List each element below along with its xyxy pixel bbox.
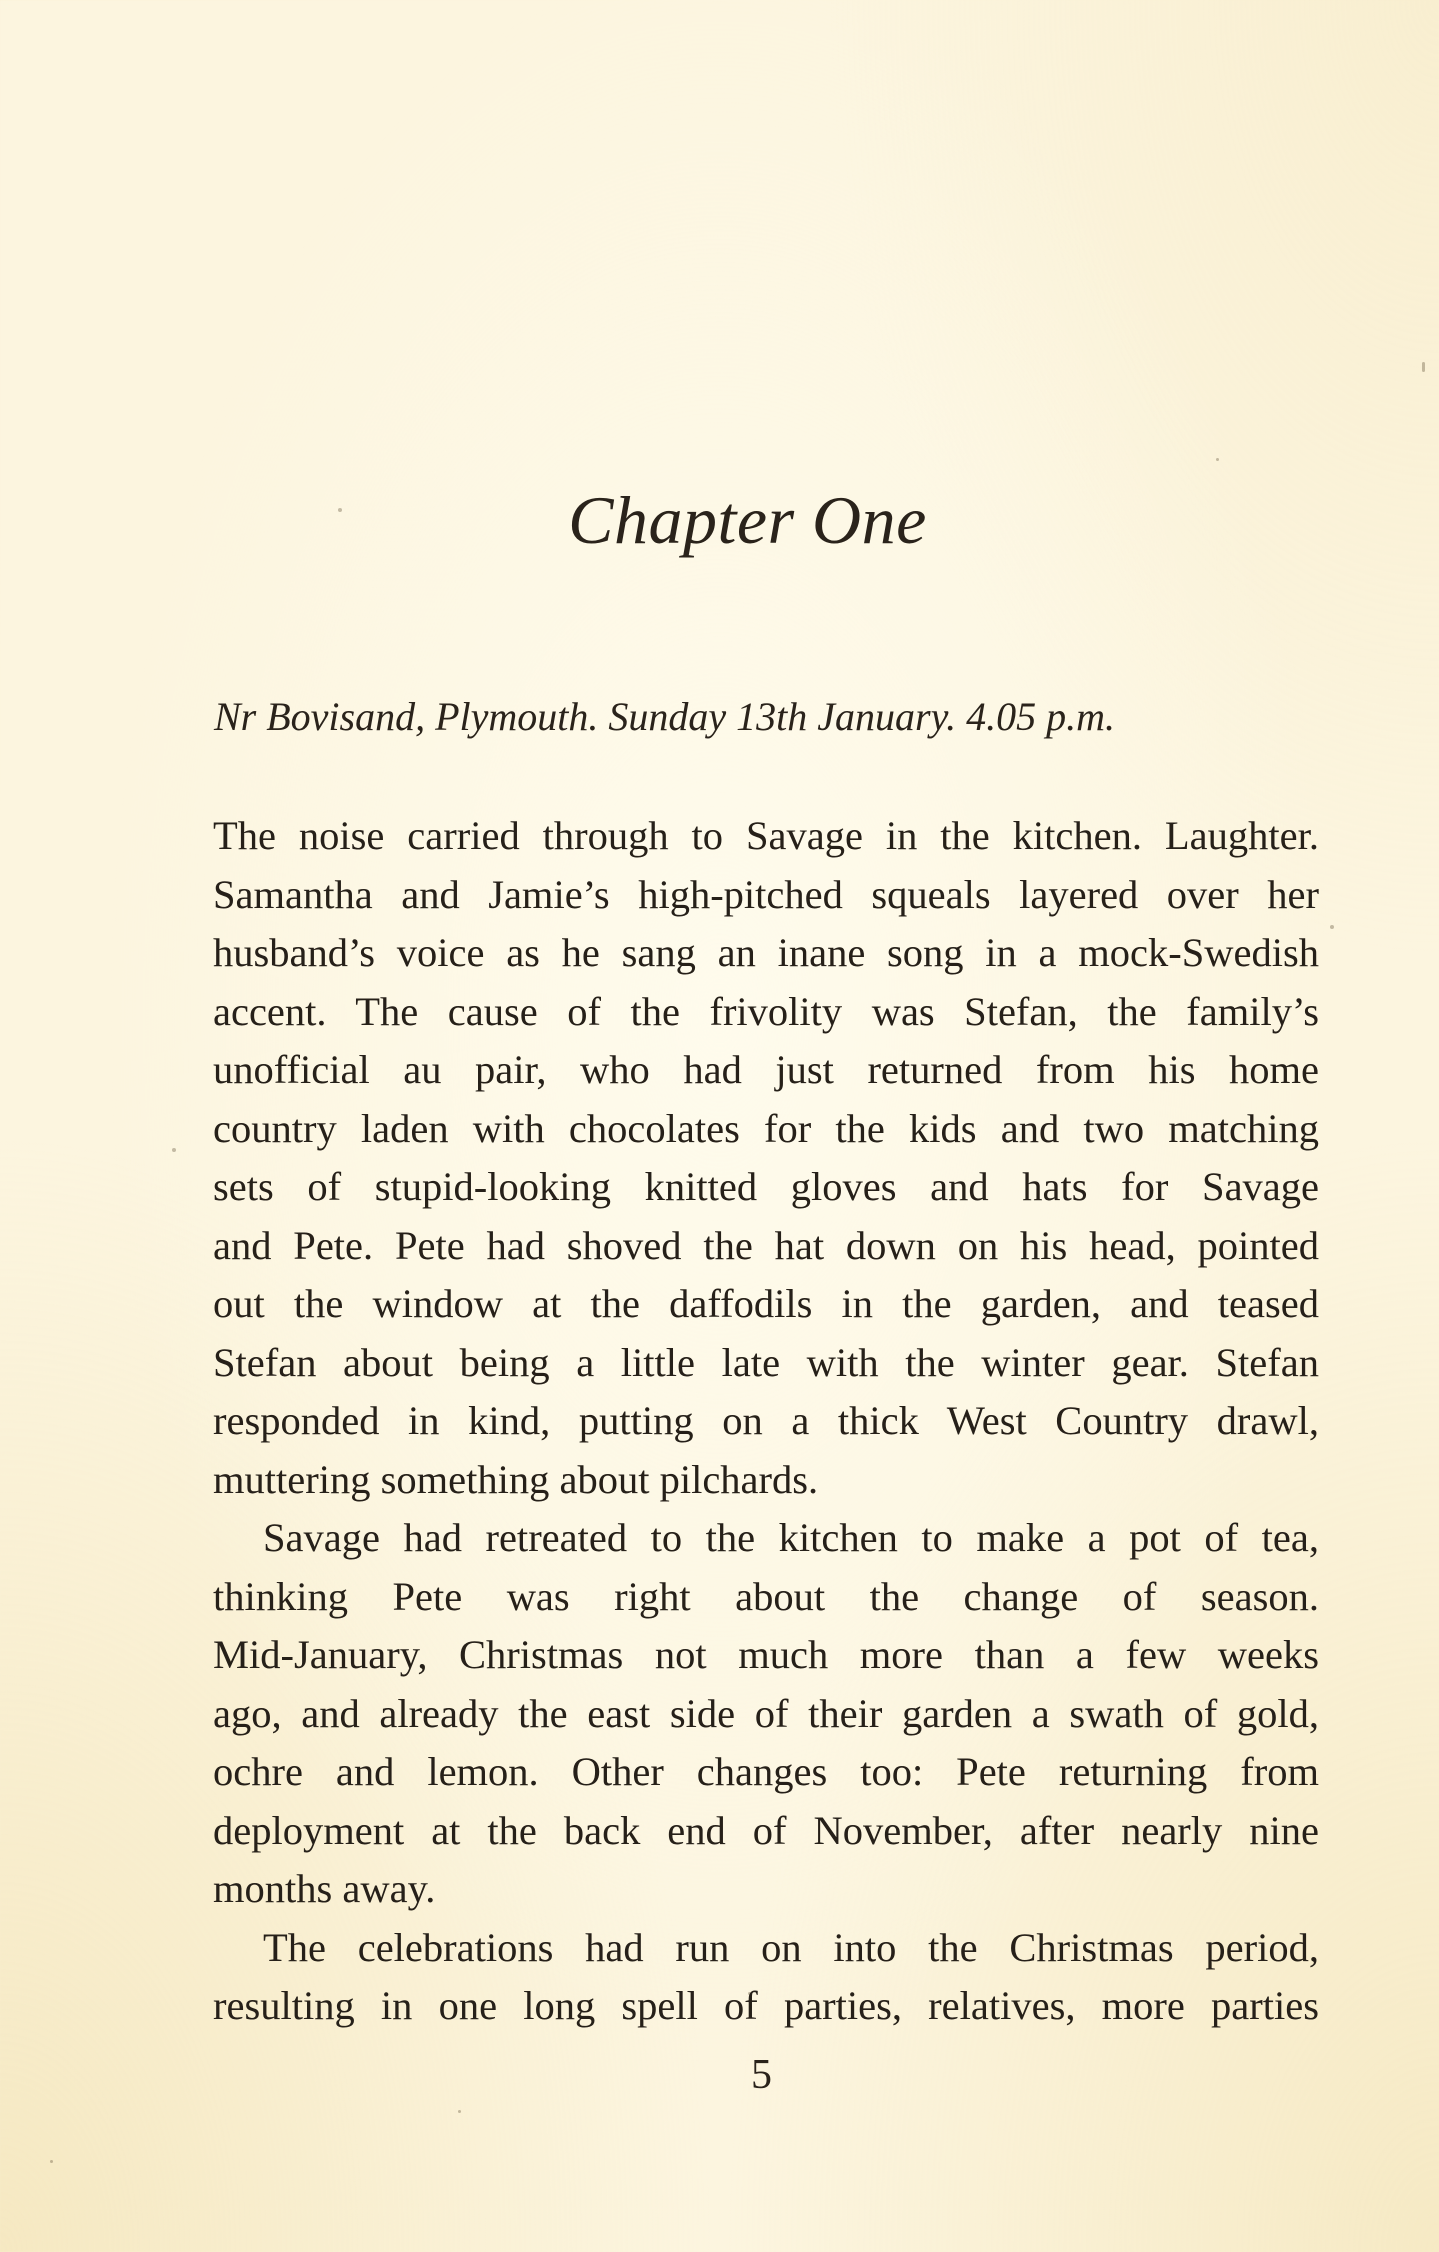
paragraph (213, 807, 1319, 1509)
paper-speck (458, 2110, 461, 2113)
text-line: country laden with chocolates for the kids and two matching (213, 1105, 1319, 1151)
paper-speck (1216, 458, 1219, 461)
text-line: responded in kind, putting on a thick West Country drawl, (213, 1398, 1319, 1443)
chapter-location-line: Nr Bovisand, Plymouth. Sunday 13th January. 4.05 p.m. (214, 694, 1116, 739)
text-line: and Pete. Pete had shoved the hat down on his head, pointed (213, 1222, 1319, 1268)
text-line: ochre and lemon. Other changes too: Pete returning from (213, 1749, 1319, 1794)
paper-speck (1422, 362, 1425, 372)
paragraph (213, 1509, 1319, 1919)
text-line: unofficial au pair, who had just returned from his home (213, 1047, 1319, 1092)
text-line: ago, and already the east side of their garden a swath of gold, (213, 1690, 1319, 1736)
text-line: Samantha and Jamie’s high-pitched squeals layered over her (213, 871, 1319, 917)
text-line: resulting in one long spell of parties, relatives, more parties (213, 1983, 1319, 2028)
text-line: thinking Pete was right about the change of season. (213, 1573, 1319, 1619)
text-line: husband’s voice as he sang an inane song in a mock-Swedish (213, 930, 1319, 975)
paper-speck (50, 2160, 53, 2163)
text-line: sets of stupid-looking knitted gloves and hats for Savage (213, 1164, 1319, 1209)
text-line: Mid-January, Christmas not much more than a few weeks (213, 1632, 1319, 1677)
chapter-title: Chapter One (568, 482, 927, 558)
paragraph (213, 1919, 1319, 2036)
text-line: The noise carried through to Savage in the kitchen. Laughter. (213, 813, 1319, 858)
text-line: Stefan about being a little late with the winter gear. Stefan (213, 1339, 1319, 1385)
text-line: deployment at the back end of November, after nearly nine (213, 1807, 1319, 1853)
text-line: muttering something about pilchards. (213, 1456, 819, 1502)
text-line: months away. (213, 1866, 436, 1911)
text-line: accent. The cause of the frivolity was Stefan, the family’s (213, 988, 1319, 1034)
paper-speck (172, 1148, 176, 1152)
text-line: The celebrations had run on into the Christmas period, (263, 1924, 1319, 1970)
text-line: out the window at the daffodils in the garden, and teased (213, 1281, 1319, 1326)
body-text (213, 807, 1319, 2036)
text-line: Savage had retreated to the kitchen to make a pot of tea, (263, 1515, 1319, 1560)
paper-speck (1330, 925, 1334, 929)
page-number: 5 (751, 2052, 772, 2098)
